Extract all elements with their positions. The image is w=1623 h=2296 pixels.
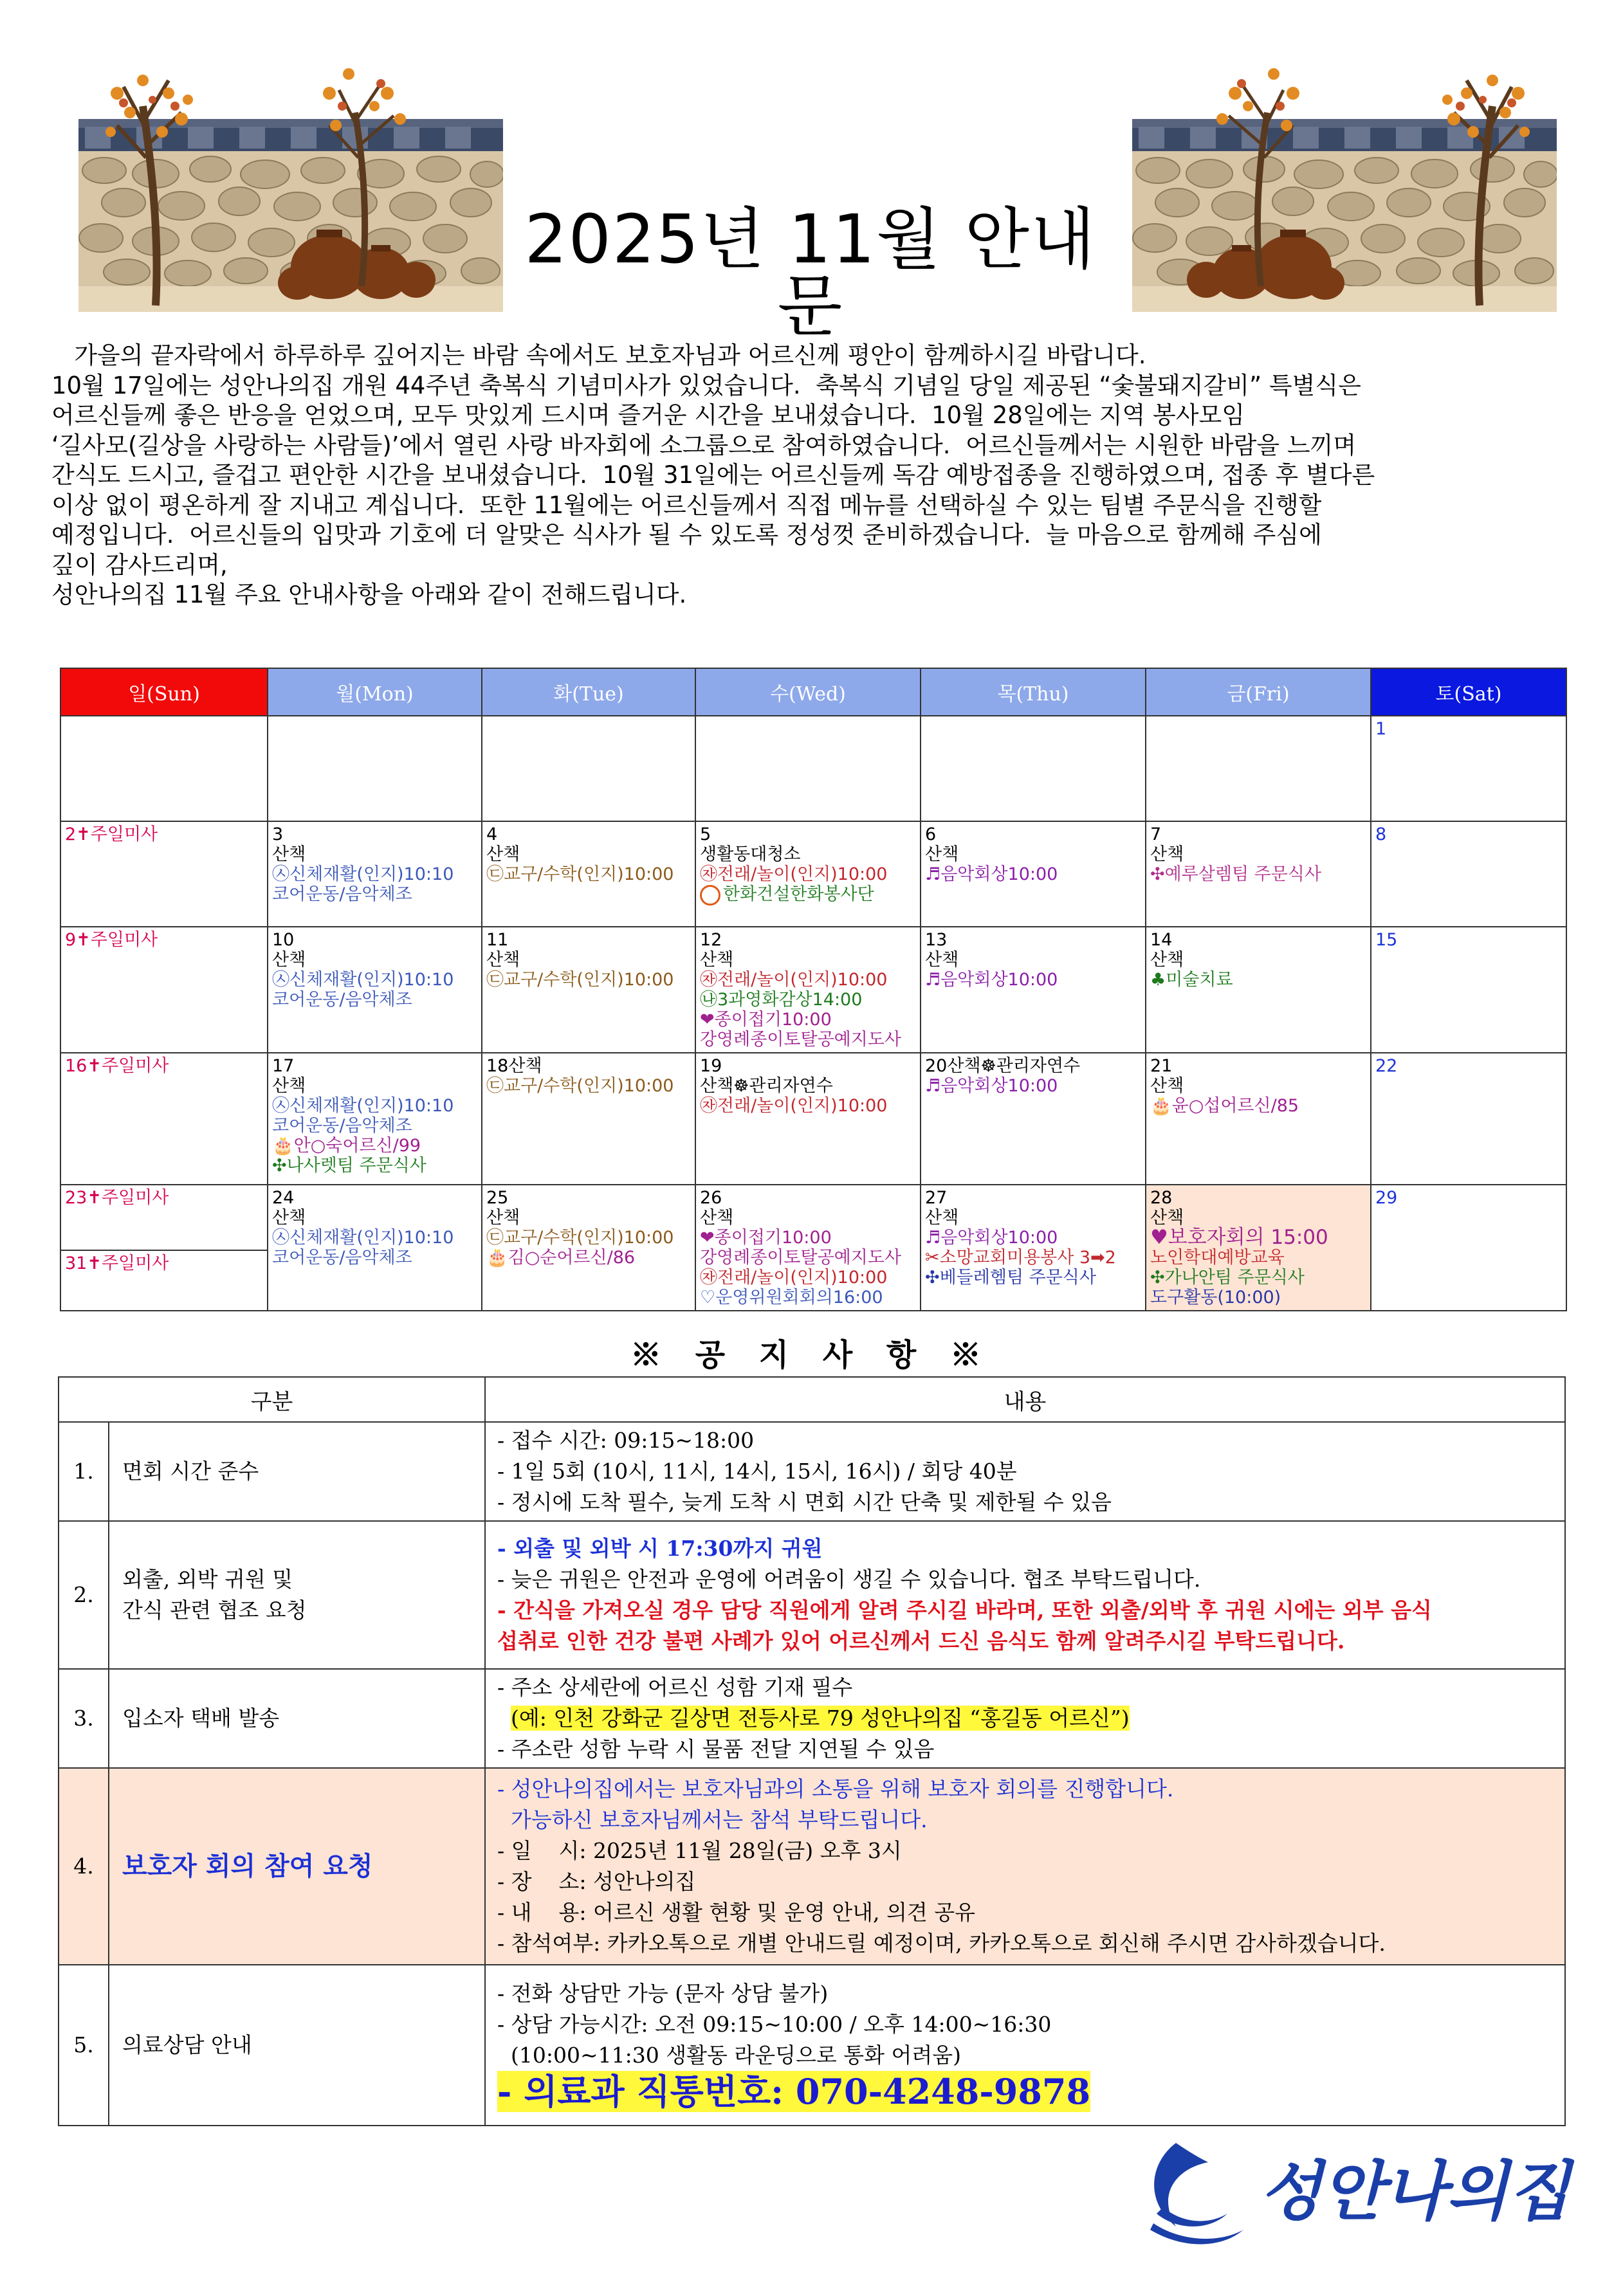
content-line: - 정시에 도착 필수, 늦게 도착 시 면회 시간 단축 및 제한될 수 있음 xyxy=(497,1490,1112,1515)
day-number: 3 xyxy=(272,825,284,844)
row-content xyxy=(485,1768,1565,1965)
day-number: 13 xyxy=(925,930,948,950)
event-birthday xyxy=(272,1136,477,1156)
day-number: 18산책 xyxy=(486,1056,542,1076)
event-movie: ㉯3과영화감상14:00 xyxy=(700,990,863,1010)
cake-icon: 🎂 xyxy=(486,1248,508,1268)
row-content xyxy=(485,1422,1565,1521)
sunday-mass: 16✝주일미사 xyxy=(65,1056,169,1076)
event-walk: 산책 xyxy=(925,844,959,864)
content-line: 가능하신 보호자님께서는 참석 부탁드립니다. xyxy=(497,1807,928,1832)
day-cell-15 xyxy=(1371,927,1566,1053)
header-wednesday: 수(Wed) xyxy=(695,668,921,716)
row-category: 면회 시간 준수 xyxy=(109,1422,485,1521)
monthly-calendar xyxy=(60,668,1567,1311)
event-team-meal: ✣나사렛팀 주문식사 xyxy=(272,1156,426,1176)
header-thursday: 목(Thu) xyxy=(921,668,1146,716)
day-cell-10 xyxy=(268,927,482,1053)
day-cell-9 xyxy=(60,927,268,1053)
event-walk: 산책 xyxy=(700,950,734,970)
event-walk: 산책 xyxy=(272,844,306,864)
event-walk: 산책 xyxy=(272,1076,306,1096)
intro-line: 가을의 끝자락에서 하루하루 깊어지는 바람 속에서도 보호자님과 어르신께 평안이 함께하시길 바랍니다. xyxy=(51,342,1146,369)
event-walk: 산책 xyxy=(925,950,959,970)
header-content: 내용 xyxy=(485,1377,1565,1422)
day-cell-17 xyxy=(268,1053,482,1185)
day-number: 24 xyxy=(272,1188,295,1208)
event-walk: 산책 xyxy=(272,1208,306,1228)
event-math-class: ㉢교구/수학(인지)10:00 xyxy=(486,1228,674,1248)
event-walk: 산책 xyxy=(272,950,306,970)
day-number: 6 xyxy=(925,825,937,844)
intro-line: 성안나의집 11월 주요 안내사항을 아래와 같이 전해드립니다. xyxy=(51,581,687,608)
event-walk: 산책 xyxy=(486,1208,520,1228)
birthday-label: 윤○섭어르신/85 xyxy=(1171,1096,1299,1116)
notice-heading: ※ 공 지 사 항 ※ xyxy=(630,1337,993,1373)
event-math-class: ㉢교구/수학(인지)10:00 xyxy=(486,864,674,884)
intro-line: 예정입니다. 어르신들의 입맛과 기호에 더 알맞은 식사가 될 수 있도록 정성껏 준비하겠습니다. 늘 마음으로 함께해 주심에 xyxy=(51,521,1322,549)
day-cell-20 xyxy=(921,1053,1146,1185)
event-origami: ❤종이접기10:00 xyxy=(700,1228,832,1248)
row-content xyxy=(485,1521,1565,1669)
day-cell-4 xyxy=(482,821,695,927)
event-walk: 산책 xyxy=(486,844,520,864)
header-saturday: 토(Sat) xyxy=(1371,668,1566,716)
header-tuesday: 화(Tue) xyxy=(482,668,695,716)
row-category xyxy=(109,1521,485,1669)
day-number: 22 xyxy=(1375,1056,1398,1076)
content-line: - 주소 상세란에 어르신 성함 기재 필수 xyxy=(497,1675,853,1700)
notice-row xyxy=(59,1521,1565,1669)
day-number: 5 xyxy=(700,825,711,844)
day-cell-28 xyxy=(1146,1185,1371,1311)
event-volunteer-group xyxy=(700,884,916,906)
event-core-exercise: 코어운동/음악체조 xyxy=(272,1248,412,1268)
day-number: 25 xyxy=(486,1188,509,1208)
event-physical-rehab: ㉦신체재활(인지)10:10 xyxy=(272,970,454,990)
medical-phone-number: - 의료과 직통번호: 070-4248-9878 xyxy=(497,2071,1091,2112)
event-committee: ♡운영위원회회의16:00 xyxy=(700,1288,883,1307)
header-sunday: 일(Sun) xyxy=(60,668,268,716)
calendar-week xyxy=(60,927,1566,1053)
event-team-meal: ✣베들레헴팀 주문식사 xyxy=(925,1268,1096,1288)
day-number: 19 xyxy=(700,1056,722,1076)
event-music: ♬음악회상10:00 xyxy=(925,970,1058,990)
event-admin-training: 산책☸관리자연수 xyxy=(700,1076,833,1096)
header-friday: 금(Fri) xyxy=(1146,668,1371,716)
event-traditional-play: ㉶전래/놀이(인지)10:00 xyxy=(700,864,888,884)
autumn-wall-illustration-left xyxy=(78,55,503,312)
intro-line: 어르신들께 좋은 반응을 얻었으며, 모두 맛있게 드시며 즐거운 시간을 보내셨습니다. 10월 28일에는 지역 봉사모임 xyxy=(51,401,1245,429)
sunday-mass: 9✝주일미사 xyxy=(65,930,158,950)
day-number: 14 xyxy=(1150,930,1173,950)
day-cell-8 xyxy=(1371,821,1566,927)
event-instructor: 강영례종이토탈공예지도사 xyxy=(700,1030,901,1050)
event-traditional-play: ㉶전래/놀이(인지)10:00 xyxy=(700,970,888,990)
event-instructor: 강영례종이토탈공예지도사 xyxy=(700,1248,901,1268)
day-cell-22 xyxy=(1371,1053,1566,1185)
content-line: - 내 용: 어르신 생활 현황 및 운영 안내, 의견 공유 xyxy=(497,1900,975,1925)
day-number: 4 xyxy=(486,825,498,844)
day-number: 10 xyxy=(272,930,295,950)
day-cell-29 xyxy=(1371,1185,1566,1311)
day-cell-empty xyxy=(60,716,268,821)
day-cell-5 xyxy=(695,821,921,927)
day-number: 20산책☸관리자연수 xyxy=(925,1056,1081,1076)
row-category: 보호자 회의 참여 요청 xyxy=(109,1768,485,1965)
cake-icon: 🎂 xyxy=(1150,1096,1172,1116)
intro-line: ‘길사모(길상을 사랑하는 사람들)’에서 열린 사랑 바자회에 소그룹으로 참여하였습니다. 어르신들께서는 시원한 바람을 느끼며 xyxy=(51,431,1357,459)
event-walk: 산책 xyxy=(1150,1208,1184,1228)
event-abuse-prevention: 노인학대예방교육 xyxy=(1150,1248,1285,1268)
calendar-header-row xyxy=(60,668,1566,716)
event-team-meal: ✣예루살렘팀 주문식사 xyxy=(1150,864,1321,884)
content-line xyxy=(497,2071,1553,2112)
day-cell-12 xyxy=(695,927,921,1053)
sunday-mass: 31✝주일미사 xyxy=(65,1253,169,1273)
day-number: 29 xyxy=(1375,1188,1398,1208)
content-line: - 상담 가능시간: 오전 09:15~10:00 / 오후 14:00~16:30 xyxy=(497,2012,1052,2037)
intro-line: 깊이 감사드리며, xyxy=(51,551,228,579)
category-line: 외출, 외박 귀원 및 xyxy=(122,1567,293,1592)
row-category: 의료상담 안내 xyxy=(109,1965,485,2126)
day-number: 12 xyxy=(700,930,722,950)
day-cell-empty xyxy=(921,716,1146,821)
row-number: 3. xyxy=(59,1669,109,1768)
logo-text: 성안나의집 xyxy=(1260,2154,1570,2229)
event-music: ♬음악회상10:00 xyxy=(925,1228,1058,1248)
sunday-mass: 2✝주일미사 xyxy=(65,825,158,844)
day-number: 8 xyxy=(1375,825,1387,844)
day-number: 28 xyxy=(1150,1188,1173,1208)
header-monday: 월(Mon) xyxy=(268,668,482,716)
event-origami: ❤종이접기10:00 xyxy=(700,1010,832,1030)
day-number: 17 xyxy=(272,1056,295,1076)
event-walk: 산책 xyxy=(925,1208,959,1228)
row-content xyxy=(485,1669,1565,1768)
event-birthday xyxy=(1150,1096,1366,1116)
event-team-meal: ✣가나안팀 주문식사 xyxy=(1150,1268,1305,1288)
event-core-exercise: 코어운동/음악체조 xyxy=(272,884,412,904)
day-number: 26 xyxy=(700,1188,722,1208)
notice-header-row xyxy=(59,1377,1565,1422)
day-cell-21 xyxy=(1146,1053,1371,1185)
day-cell-26 xyxy=(695,1185,921,1311)
intro-line: 간식도 드시고, 즐겁고 편안한 시간을 보내셨습니다. 10월 31일에는 어르신들께 독감 예방접종을 진행하였으며, 접종 후 별다른 xyxy=(51,461,1375,489)
row-number: 1. xyxy=(59,1422,109,1521)
day-cell-19 xyxy=(695,1053,921,1185)
content-line: - 접수 시간: 09:15~18:00 xyxy=(497,1428,755,1453)
day-cell-16 xyxy=(60,1053,268,1185)
event-birthday xyxy=(486,1248,691,1268)
content-line: - 장 소: 성안나의집 xyxy=(497,1869,696,1894)
day-cell-18 xyxy=(482,1053,695,1185)
content-line: - 전화 상담만 가능 (문자 상담 불가) xyxy=(497,1981,829,2006)
event-haircut-volunteer: ✂소망교회미용봉사 3➡2 xyxy=(925,1248,1116,1268)
day-number: 15 xyxy=(1375,930,1398,950)
day-cell-25 xyxy=(482,1185,695,1311)
event-traditional-play: ㉶전래/놀이(인지)10:00 xyxy=(700,1096,888,1116)
day-number: 7 xyxy=(1150,825,1162,844)
event-traditional-play: ㉶전래/놀이(인지)10:00 xyxy=(700,1268,888,1288)
day-number: 11 xyxy=(486,930,509,950)
event-cleaning: 생활동대청소 xyxy=(700,844,801,864)
day-number: 1 xyxy=(1375,719,1387,739)
content-line: - 참석여부: 카카오톡으로 개별 안내드릴 예정이며, 카카오톡으로 회신해 주시면 감사하겠습니다. xyxy=(497,1931,1386,1956)
event-walk: 산책 xyxy=(1150,844,1184,864)
day-cell-11 xyxy=(482,927,695,1053)
content-line: - 외출 및 외박 시 17:30까지 귀원 xyxy=(497,1536,823,1561)
seongannaui-jip-logo xyxy=(1137,2117,1581,2265)
intro-text xyxy=(51,341,1570,610)
notice-table xyxy=(58,1376,1566,2126)
content-line: - 일 시: 2025년 11월 28일(금) 오후 3시 xyxy=(497,1838,902,1863)
day-cell-7 xyxy=(1146,821,1371,927)
calendar-week xyxy=(60,1185,1566,1311)
event-math-class: ㉢교구/수학(인지)10:00 xyxy=(486,1076,674,1096)
event-walk: 산책 xyxy=(1150,950,1184,970)
event-walk: 산책 xyxy=(1150,1076,1184,1096)
day-number: 27 xyxy=(925,1188,948,1208)
day-cell-14 xyxy=(1146,927,1371,1053)
event-physical-rehab: ㉦신체재활(인지)10:10 xyxy=(272,864,454,884)
event-art-therapy: ♣미술치료 xyxy=(1150,970,1233,990)
content-line: - 1일 5회 (10시, 11시, 14시, 15시, 16시) / 회당 40분 xyxy=(497,1459,1017,1484)
notice-row xyxy=(59,1768,1565,1965)
content-line: (10:00~11:30 생활동 라운딩으로 통화 어려움) xyxy=(497,2043,961,2068)
sunday-mass: 23✝주일미사 xyxy=(65,1188,169,1208)
notice-row xyxy=(59,1669,1565,1768)
event-music: ♬음악회상10:00 xyxy=(925,864,1058,884)
row-content xyxy=(485,1965,1565,2126)
calendar-week xyxy=(60,1053,1566,1185)
event-physical-rehab: ㉦신체재활(인지)10:10 xyxy=(272,1228,454,1248)
volunteer-label: 한화건설한화봉사단 xyxy=(723,884,874,904)
content-line: - 성안나의집에서는 보호자님과의 소통을 위해 보호자 회의를 진행합니다. xyxy=(497,1776,1174,1801)
day-cell-6 xyxy=(921,821,1146,927)
day-cell-empty xyxy=(1146,716,1371,821)
notice-row xyxy=(59,1422,1565,1521)
content-line xyxy=(497,1703,1553,1734)
day-cell-3 xyxy=(268,821,482,927)
day-cell-24 xyxy=(268,1185,482,1311)
event-music: ♬음악회상10:00 xyxy=(925,1076,1058,1096)
category-line: 간식 관련 협조 요청 xyxy=(122,1598,307,1623)
row-number: 2. xyxy=(59,1521,109,1669)
notice-row xyxy=(59,1965,1565,2126)
event-walk: 산책 xyxy=(700,1208,734,1228)
day-cell-empty xyxy=(482,716,695,821)
day-cell-23-31 xyxy=(60,1185,268,1311)
event-core-exercise: 코어운동/음악체조 xyxy=(272,990,412,1010)
event-core-exercise: 코어운동/음악체조 xyxy=(272,1116,412,1136)
birthday-label: 안○숙어르신/99 xyxy=(293,1136,421,1156)
calendar-week xyxy=(60,821,1566,927)
cake-icon: 🎂 xyxy=(272,1136,294,1156)
content-line: - 주소란 성함 누락 시 물품 전달 지연될 수 있음 xyxy=(497,1736,935,1762)
row-category: 입소자 택배 발송 xyxy=(109,1669,485,1768)
day-cell-27 xyxy=(921,1185,1146,1311)
content-line: 섭취로 인한 건강 불편 사례가 있어 어르신께서 드신 음식도 함께 알려주시길 부탁드립니다. xyxy=(497,1628,1345,1654)
page-title: 2025년 11월 안내문 xyxy=(524,200,1097,345)
autumn-wall-illustration-right xyxy=(1132,55,1557,312)
intro-line: 10월 17일에는 성안나의집 개원 44주년 축복식 기념미사가 있었습니다. 축복식 기념일 당일 제공된 “숯불돼지갈비” 특별식은 xyxy=(51,371,1361,399)
content-line: - 늦은 귀원은 안전과 운영에 어려움이 생길 수 있습니다. 협조 부탁드립니다. xyxy=(497,1567,1201,1592)
row-number: 5. xyxy=(59,1965,109,2126)
address-example: (예: 인천 강화군 길상면 전등사로 79 성안나의집 “홍길동 어르신”) xyxy=(511,1706,1130,1731)
calendar-week xyxy=(60,716,1566,821)
hanwha-logo-icon xyxy=(700,885,720,906)
event-physical-rehab: ㉦신체재활(인지)10:10 xyxy=(272,1096,454,1116)
event-guardian-meeting: ♥보호자회의 15:00 xyxy=(1150,1226,1328,1249)
birthday-label: 김○순어르신/86 xyxy=(508,1248,636,1268)
header-category: 구분 xyxy=(59,1377,485,1422)
event-tool-activity: 도구활동(10:00) xyxy=(1150,1288,1281,1307)
day-cell-empty xyxy=(695,716,921,821)
day-cell-13 xyxy=(921,927,1146,1053)
day-cell-1 xyxy=(1371,716,1566,821)
day-number: 21 xyxy=(1150,1056,1173,1076)
day-cell-2 xyxy=(60,821,268,927)
event-walk: 산책 xyxy=(486,950,520,970)
row-number: 4. xyxy=(59,1768,109,1965)
intro-line: 이상 없이 평온하게 잘 지내고 계십니다. 또한 11월에는 어르신들께서 직접 메뉴를 선택하실 수 있는 팀별 주문식을 진행할 xyxy=(51,491,1322,519)
event-math-class: ㉢교구/수학(인지)10:00 xyxy=(486,970,674,990)
day-cell-empty xyxy=(268,716,482,821)
content-line: - 간식을 가져오실 경우 담당 직원에게 알려 주시길 바라며, 또한 외출/외박 후 귀원 시에는 외부 음식 xyxy=(497,1598,1432,1623)
